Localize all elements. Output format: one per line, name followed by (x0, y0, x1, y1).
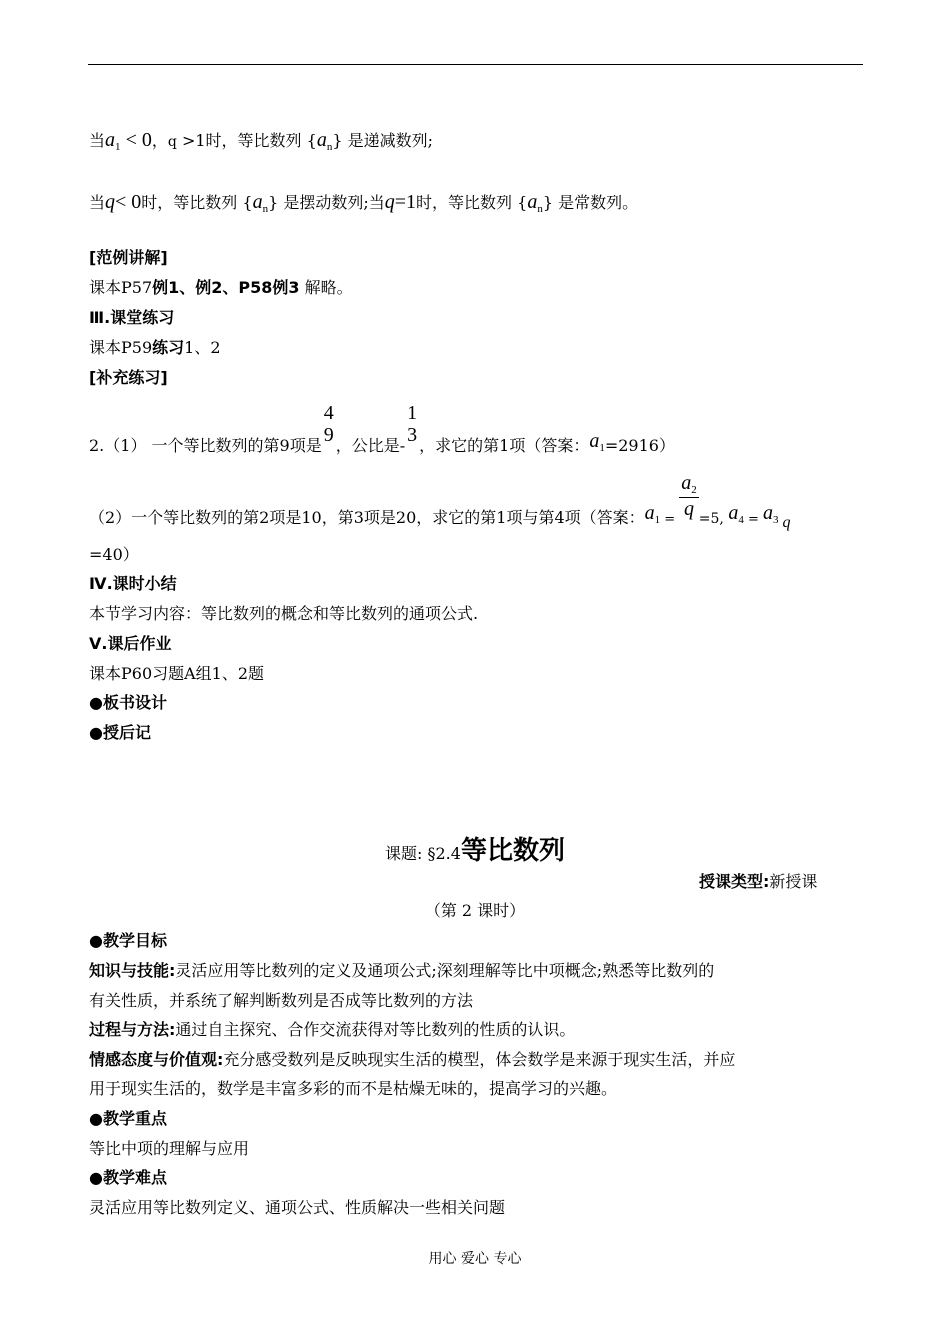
text: >1时，等比数列 { (176, 131, 317, 150)
text: （2）一个等比数列的第2项是10，第3项是20，求它的第1项与第4项（答案： (89, 507, 645, 527)
fraction-a2-q (679, 472, 699, 520)
question-1 (89, 392, 675, 455)
practice-heading: Ⅲ.课堂练习 (89, 308, 175, 327)
practice-text (89, 335, 221, 358)
supplementary-heading: [补充练习] (89, 368, 168, 387)
sub: 1 (654, 513, 661, 526)
board-design-heading: ●板书设计 (89, 693, 167, 712)
text: } 是递减数列; (332, 131, 433, 150)
denominator: 3 (407, 424, 418, 446)
text: 通过自主探究、合作交流获得对等比数列的性质的认识。 (175, 1020, 576, 1039)
equals: = (660, 511, 680, 527)
question-2 (89, 454, 791, 531)
goal-knowledge (89, 958, 714, 981)
difficulty-text: 灵活应用等比数列定义、通项公式、性质解决一些相关问题 (89, 1198, 506, 1217)
text: 当 (89, 193, 106, 212)
lesson-title (0, 830, 950, 867)
label: 授课类型: (699, 872, 770, 891)
text: ，公比是- (335, 435, 406, 455)
fraction-1-3 (405, 402, 419, 446)
var: a (589, 429, 600, 452)
math-q: q (105, 191, 116, 213)
var: a (316, 129, 327, 151)
label: 过程与方法: (89, 1020, 176, 1039)
text: 当 (89, 131, 106, 150)
sub: 1 (115, 141, 121, 153)
difficulty-heading: ●教学难点 (89, 1168, 167, 1187)
text: ，求它的第1项（答案： (419, 435, 590, 455)
math-q: q (384, 191, 395, 213)
label: 知识与技能: (89, 961, 176, 980)
question-2-continued: =40） (89, 545, 139, 564)
var: a (728, 501, 739, 524)
math-an (253, 191, 269, 213)
math-an (527, 191, 543, 213)
math-a4 (728, 502, 744, 524)
equals: = (743, 511, 764, 527)
math-an (317, 129, 333, 151)
post-lesson-notes-heading: ●授后记 (89, 723, 151, 742)
title-prefix: 课题: §2.4 (385, 844, 461, 863)
math-q: q (778, 513, 791, 531)
sub: n (326, 141, 333, 153)
goal-process (89, 1017, 575, 1040)
var: a (644, 501, 655, 524)
goals-heading: ●教学目标 (89, 931, 167, 950)
sub: 2 (691, 484, 697, 496)
math-a3 (763, 502, 779, 524)
numerator: 1 (407, 402, 418, 424)
text: } 是常数列。 (542, 193, 639, 212)
homework-heading: Ⅴ.课后作业 (89, 634, 172, 653)
text: =5, (698, 510, 729, 527)
q: q (167, 134, 177, 150)
goal-knowledge-cont: 有关性质，并系统了解判断数列是否成等比数列的方法 (89, 991, 474, 1010)
page-footer: 用心 爱心 专心 (428, 1251, 522, 1267)
label: 情感态度与价值观: (89, 1050, 224, 1069)
text: 灵活应用等比数列的定义及通项公式;深刻理解等比中项概念;熟悉等比数列的 (175, 961, 715, 980)
text: 充分感受数列是反映现实生活的模型，体会数学是来源于现实生活，并应 (223, 1050, 736, 1069)
key-point-heading: ●教学重点 (89, 1109, 167, 1128)
text: 2.（1） 一个等比数列的第9项是 (89, 435, 322, 455)
math-a1 (589, 430, 605, 452)
math-cond: < 0 (115, 191, 142, 213)
sub: 1 (599, 441, 605, 454)
numerator: 4 (323, 402, 334, 424)
goal-attitude (89, 1047, 735, 1070)
denominator: q (684, 498, 695, 520)
math-cond: < 0 (125, 129, 152, 151)
text-bold: 例1、例2、P58例3 (152, 278, 300, 297)
var: a (252, 191, 263, 213)
var: a (681, 472, 692, 494)
text: 课本P59 (89, 338, 153, 357)
period: （第 2 课时） (424, 901, 526, 920)
summary-text: 本节学习内容：等比数列的概念和等比数列的通项公式. (89, 604, 479, 623)
math-a1 (105, 129, 121, 151)
math-cond: =1 (394, 191, 417, 213)
text: 解略。 (299, 278, 353, 297)
math-a1 (645, 502, 661, 524)
denominator: 9 (323, 424, 334, 446)
text: 1、2 (184, 338, 221, 357)
value: 新授课 (769, 872, 818, 891)
text: 课本P57 (89, 278, 153, 297)
text: ， (151, 131, 168, 150)
text: 时，等比数列 { (416, 193, 528, 212)
summary-heading: Ⅳ.课时小结 (89, 574, 177, 593)
sub: 3 (773, 513, 779, 526)
examples-text (89, 275, 353, 298)
var: a (763, 501, 774, 524)
sub: 4 (738, 513, 744, 526)
lesson-type (699, 869, 817, 892)
goal-attitude-cont: 用于现实生活的，数学是丰富多彩的而不是枯燥无味的，提高学习的兴趣。 (89, 1079, 618, 1098)
text: =2916） (604, 435, 675, 455)
fraction-4-9 (322, 402, 336, 446)
sub: n (537, 203, 543, 215)
var: a (105, 129, 116, 151)
numerator (679, 472, 699, 498)
header-rule (88, 64, 863, 65)
sub: n (262, 203, 269, 215)
var: a (527, 191, 538, 213)
text: 时，等比数列 { (141, 193, 253, 212)
examples-heading: [范例讲解] (89, 248, 168, 267)
condition-line-1 (89, 128, 433, 152)
text: } 是摆动数列;当 (268, 193, 385, 212)
title-main: 等比数列 (460, 836, 565, 866)
text-bold: 练习 (152, 338, 185, 357)
key-point-text: 等比中项的理解与应用 (89, 1139, 250, 1158)
homework-text: 课本P60习题A组1、2题 (89, 664, 265, 683)
condition-line-2 (89, 190, 638, 214)
